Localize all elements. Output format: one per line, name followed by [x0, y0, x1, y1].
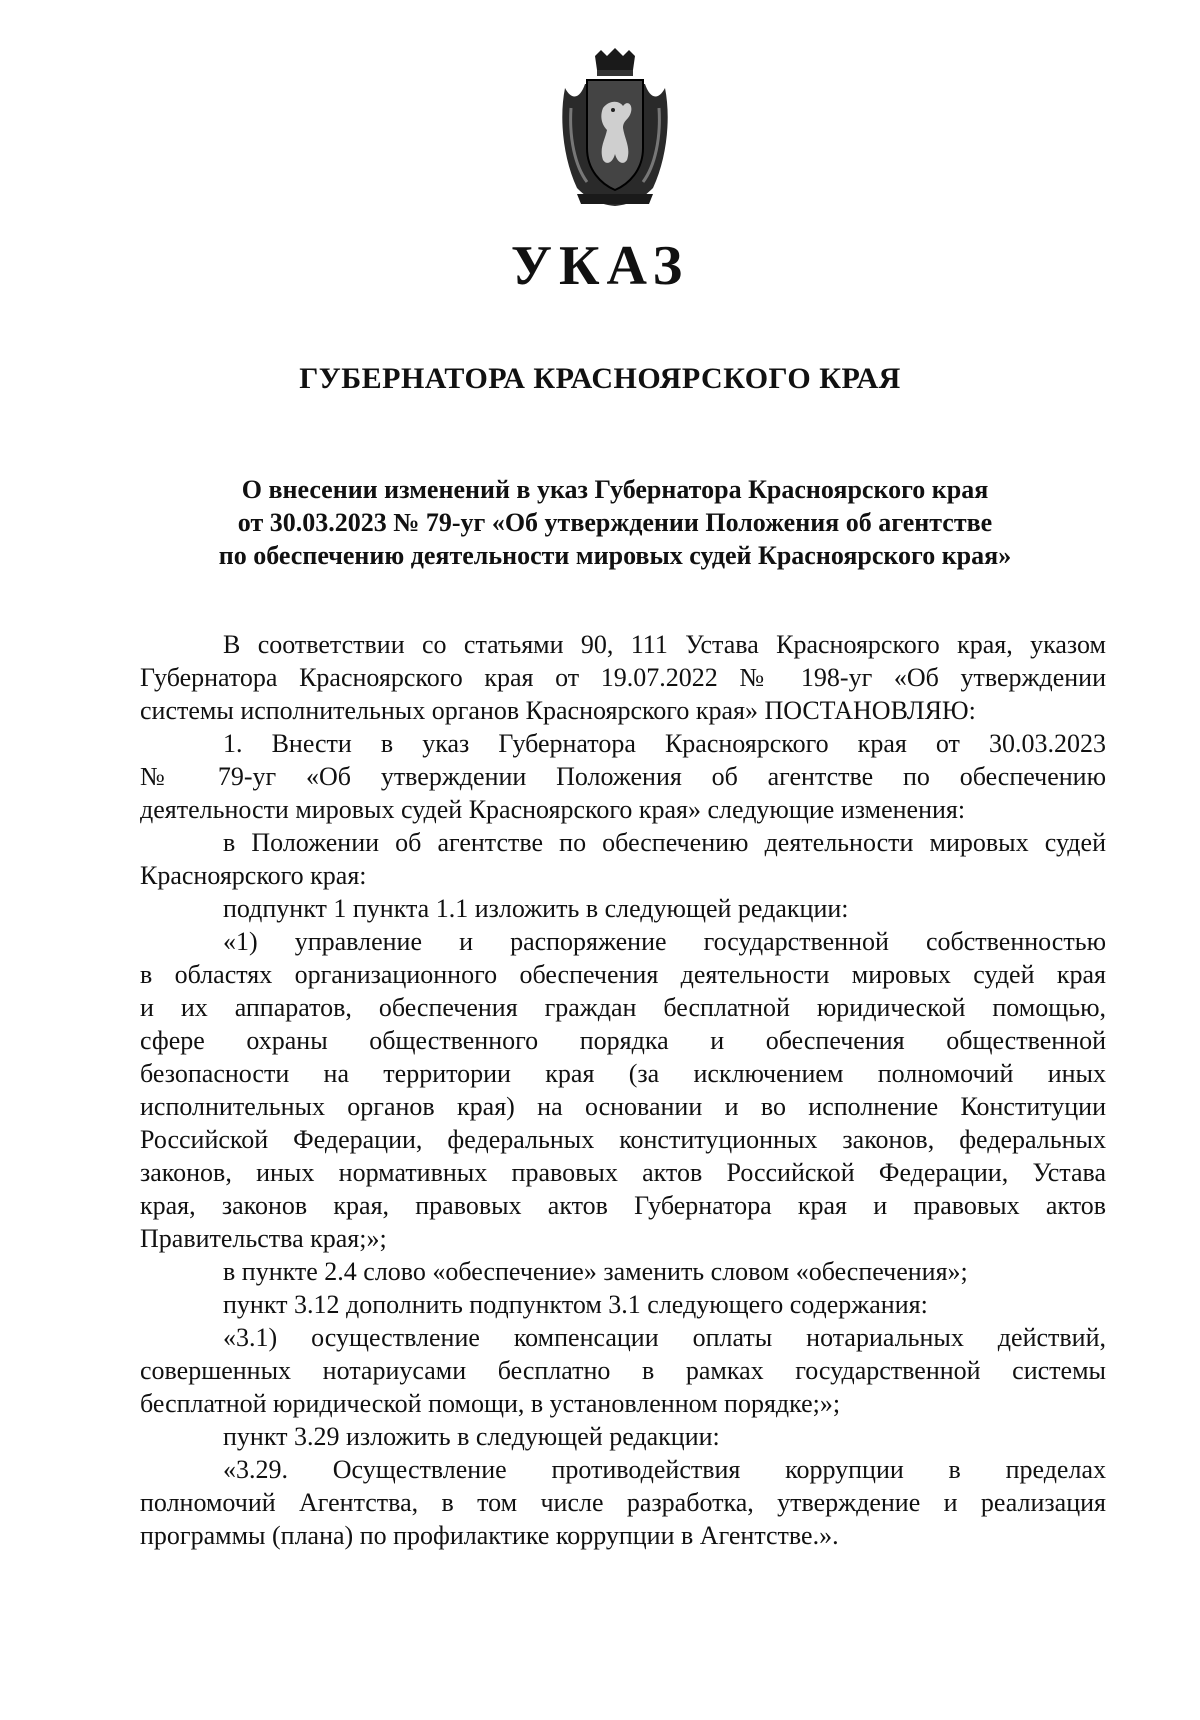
- body-line: деятельности мировых судей Красноярского края» следующие изменения:: [140, 795, 966, 824]
- issuer-title: ГУБЕРНАТОРА КРАСНОЯРСКОГО КРАЯ: [299, 362, 901, 395]
- body-line: Красноярского края:: [140, 861, 367, 890]
- body-line: пункт 3.29 изложить в следующей редакции:: [223, 1422, 720, 1451]
- document-type-title: УКАЗ: [510, 235, 690, 297]
- body-line: безопасности на территории края (за исключением полномочий иных: [140, 1059, 1106, 1088]
- body-line: края, законов края, правовых актов Губернатора края и правовых актов: [140, 1191, 1106, 1220]
- body-line: «3.29. Осуществление противодействия коррупции в пределах: [223, 1455, 1106, 1484]
- subject-line: от 30.03.2023 № 79-уг «Об утверждении Положения об агентстве: [237, 508, 993, 537]
- body-line: «3.1) осуществление компенсации оплаты нотариальных действий,: [223, 1323, 1106, 1352]
- body-line: «1) управление и распоряжение государственной собственностью: [223, 927, 1106, 956]
- body-line: Правительства края;»;: [140, 1224, 387, 1253]
- body-line: законов, иных нормативных правовых актов Российской Федерации, Устава: [140, 1158, 1106, 1187]
- body-line: программы (плана) по профилактике коррупции в Агентстве.».: [140, 1521, 839, 1550]
- body-line: Российской Федерации, федеральных конституционных законов, федеральных: [140, 1125, 1106, 1154]
- body-line: В соответствии со статьями 90, 111 Устава Красноярского края, указом: [223, 630, 1106, 659]
- body-line: № 79-уг «Об утверждении Положения об агентстве по обеспечению: [140, 762, 1106, 791]
- body-line: совершенных нотариусами бесплатно в рамках государственной системы: [140, 1356, 1106, 1385]
- body-line: исполнительных органов края) на основании и во исполнение Конституции: [140, 1092, 1106, 1121]
- body-line: подпункт 1 пункта 1.1 изложить в следующей редакции:: [223, 894, 849, 923]
- body-line: в Положении об агентстве по обеспечению деятельности мировых судей: [223, 828, 1106, 857]
- body-line: системы исполнительных органов Красноярского края» ПОСТАНОВЛЯЮ:: [140, 696, 976, 725]
- body-line: 1. Внести в указ Губернатора Красноярского края от 30.03.2023: [223, 729, 1106, 758]
- body-line: Губернатора Красноярского края от 19.07.2022 № 198-уг «Об утверждении: [140, 663, 1106, 692]
- coat-of-arms-emblem: [557, 48, 673, 208]
- body-line: в пункте 2.4 слово «обеспечение» заменить словом «обеспечения»;: [223, 1257, 968, 1286]
- decree-body: [140, 628, 1106, 1552]
- body-line: бесплатной юридической помощи, в установленном порядке;»;: [140, 1389, 841, 1418]
- body-line: сфере охраны общественного порядка и обеспечения общественной: [140, 1026, 1106, 1055]
- subject-line: по обеспечению деятельности мировых судей Красноярского края»: [218, 541, 1012, 570]
- body-line: полномочий Агентства, в том числе разработка, утверждение и реализация: [140, 1488, 1106, 1517]
- body-line: пункт 3.12 дополнить подпунктом 3.1 следующего содержания:: [223, 1290, 928, 1319]
- subject-line: О внесении изменений в указ Губернатора Красноярского края: [241, 475, 989, 504]
- decree-subject: [140, 473, 1090, 572]
- body-line: в областях организационного обеспечения деятельности мировых судей края: [140, 960, 1106, 989]
- body-line: и их аппаратов, обеспечения граждан бесплатной юридической помощью,: [140, 993, 1106, 1022]
